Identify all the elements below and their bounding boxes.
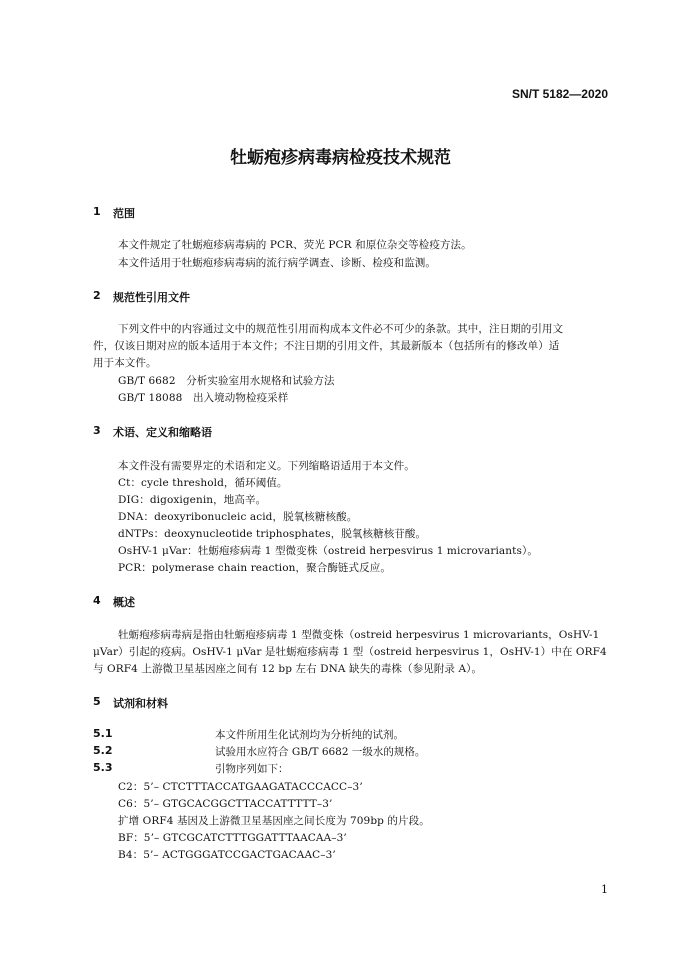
section-heading-3 — [0, 424, 681, 440]
reference-item: GB/T 18088 出入境动物检疫采样 — [118, 392, 289, 404]
paragraph-line: μVar）引起的疫病。OsHV-1 μVar 是牡蛎疱疹病毒 1 型（ostreid herpesvirus 1，OsHV-1）中在 ORF4 — [93, 646, 607, 658]
subclause-5-3 — [93, 761, 653, 777]
standard-code: SN/T 5182—2020 — [511, 87, 608, 101]
section-heading-5 — [0, 695, 681, 711]
paragraph-line: 与 ORF4 上游微卫星基因座之间有 12 bp 左右 DNA 缺失的毒株（参见附录 A）。 — [93, 663, 483, 675]
subclause-text: 试验用水应符合 GB/T 6682 一级水的规格。 — [215, 746, 426, 758]
subclause-number: 5.2 — [93, 744, 113, 757]
document-title: 牡蛎疱疹病毒病检疫技术规范 — [230, 148, 451, 168]
subclause-5-1 — [93, 727, 653, 743]
section-number: 3 — [93, 424, 101, 437]
subclause-text: 引物序列如下： — [215, 763, 289, 775]
primer-note: 扩增 ORF4 基因及上游微卫星基因座之间长度为 709bp 的片段。 — [118, 815, 430, 827]
paragraph-line: 本文件适用于牡蛎疱疹病毒病的流行病学调查、诊断、检疫和监测。 — [118, 257, 436, 269]
abbreviation-item: OsHV-1 μVar：牡蛎疱疹病毒 1 型微变株（ostreid herpesvirus 1 microvariants）。 — [118, 545, 538, 557]
primer-sequence: BF：5’– GTCGCATCTTTGGATTTAACAA–3’ — [118, 832, 347, 844]
section-number: 1 — [93, 205, 101, 218]
abbreviation-item: DIG：digoxigenin，地高辛。 — [118, 494, 267, 506]
primer-sequence: C2：5’– CTCTTTACCATGAAGATACCCACC–3’ — [118, 781, 363, 793]
abbreviation-item: DNA：deoxyribonucleic acid，脱氧核糖核酸。 — [118, 511, 358, 523]
section-number: 5 — [93, 695, 101, 708]
section-title: 范围 — [113, 207, 135, 220]
reference-item: GB/T 6682 分析实验室用水规格和试验方法 — [118, 375, 335, 387]
primer-sequence: B4：5’– ACTGGGATCCGACTGACAAC–3’ — [118, 849, 336, 861]
subclause-number: 5.1 — [93, 727, 113, 740]
section-number: 4 — [93, 594, 101, 607]
paragraph-line: 下列文件中的内容通过文中的规范性引用而构成本文件必不可少的条款。其中，注日期的引用文 — [118, 323, 564, 335]
primer-sequence: C6：5’– GTGCACGGCTTACCATTTTT–3’ — [118, 798, 333, 810]
section-heading-4 — [0, 594, 681, 610]
section-title: 试剂和材料 — [113, 697, 168, 710]
abbreviation-item: Ct：cycle threshold，循环阈值。 — [118, 477, 288, 489]
paragraph-line: 件，仅该日期对应的版本适用于本文件；不注日期的引用文件，其最新版本（包括所有的修改单）适 — [93, 340, 560, 352]
subclause-5-2 — [93, 744, 653, 760]
page-number: 1 — [601, 883, 608, 896]
section-heading-2 — [0, 289, 681, 305]
abbreviation-item: dNTPs：deoxynucleotide triphosphates，脱氧核糖核苷酸。 — [118, 528, 427, 540]
section-heading-1 — [0, 205, 681, 221]
section-title: 概述 — [113, 596, 135, 609]
subclause-text: 本文件所用生化试剂均为分析纯的试剂。 — [215, 729, 404, 741]
subclause-number: 5.3 — [93, 761, 113, 774]
paragraph-line: 本文件规定了牡蛎疱疹病毒病的 PCR、荧光 PCR 和原位杂交等检疫方法。 — [118, 239, 472, 251]
paragraph-line: 牡蛎疱疹病毒病是指由牡蛎疱疹病毒 1 型微变株（ostreid herpesvirus 1 microvariants，OsHV-1 — [118, 629, 600, 641]
section-title: 术语、定义和缩略语 — [113, 426, 212, 439]
section-title: 规范性引用文件 — [113, 291, 190, 304]
section-number: 2 — [93, 289, 101, 302]
abbreviation-item: PCR：polymerase chain reaction，聚合酶链式反应。 — [118, 562, 391, 574]
paragraph-line: 用于本文件。 — [93, 357, 157, 369]
paragraph-line: 本文件没有需要界定的术语和定义。下列缩略语适用于本文件。 — [118, 460, 415, 472]
